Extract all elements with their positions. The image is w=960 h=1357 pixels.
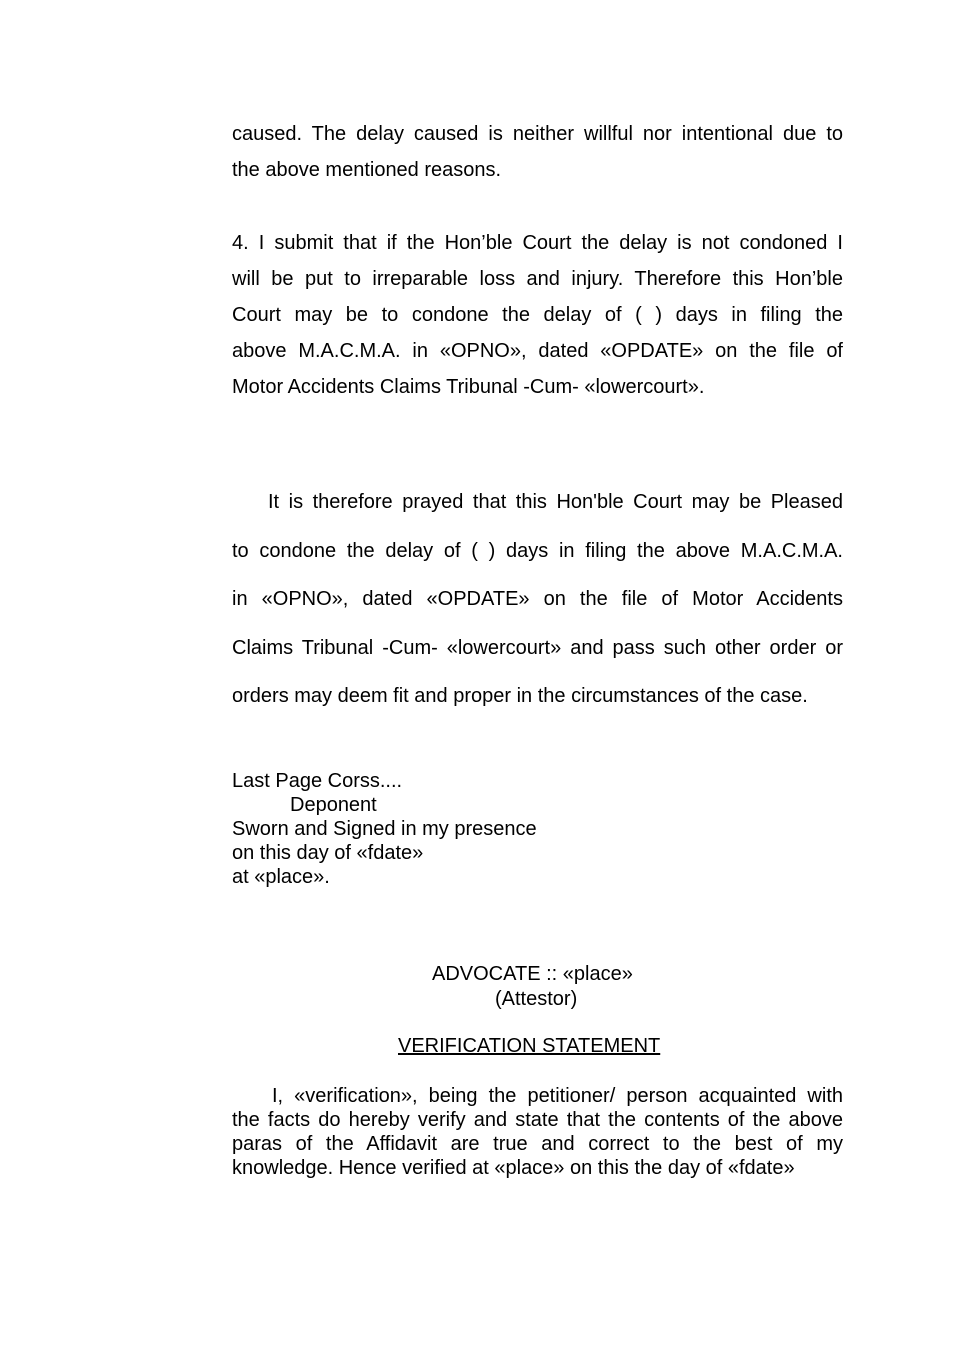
verification-paragraph (232, 1084, 843, 1180)
paragraph-line: orders may deem fit and proper in the circumstances of the case. (232, 685, 808, 707)
paragraph-line: the above mentioned reasons. (232, 159, 502, 181)
advocate-block (232, 962, 843, 1012)
paragraph-line: to condone the delay of ( ) days in filing the above M.A.C.M.A. (232, 539, 843, 562)
paragraph-4 (232, 225, 843, 405)
prayer-first-line (232, 478, 843, 527)
signature-block (232, 769, 843, 889)
place-line: at «place». (232, 866, 330, 888)
paragraph-line: caused. The delay caused is neither willful nor intentional due to (232, 123, 843, 145)
last-page-note: Last Page Corss.... (232, 770, 403, 792)
day-line: on this day of «fdate» (232, 842, 424, 864)
sworn-line: Sworn and Signed in my presence (232, 818, 537, 840)
paragraph-line: Court may be to condone the delay of ( ) days in filing the (232, 304, 843, 326)
attestor-label: (Attestor) (495, 988, 578, 1010)
paragraph-line: Motor Accidents Claims Tribunal -Cum- «lowercourt». (232, 376, 705, 398)
advocate-line: ADVOCATE :: «place» (432, 963, 633, 985)
paragraph-line: above M.A.C.M.A. in «OPNO», dated «OPDATE» on the file of (232, 340, 843, 362)
paragraph-line: Claims Tribunal -Cum- «lowercourt» and pass such other order or (232, 636, 843, 659)
paragraph-line: paras of the Affidavit are true and correct to the best of my (232, 1133, 843, 1155)
paragraph-line: 4. I submit that if the Hon’ble Court the delay is not condoned I (232, 232, 843, 254)
paragraph-line: knowledge. Hence verified at «place» on this the day of «fdate» (232, 1157, 795, 1179)
paragraph-line: It is therefore prayed that this Hon'ble Court may be Pleased (268, 491, 843, 513)
verification-first-line (232, 1084, 843, 1108)
paragraph-line: will be put to irreparable loss and injury. Therefore this Hon’ble (232, 268, 843, 290)
paragraph-line: in «OPNO», dated «OPDATE» on the file of Motor Accidents (232, 588, 843, 610)
continued-paragraph (232, 116, 843, 188)
deponent-label: Deponent (290, 794, 377, 816)
prayer-paragraph (232, 478, 843, 721)
paragraph-line: the facts do hereby verify and state that the contents of the above (232, 1109, 843, 1131)
paragraph-line: I, «verification», being the petitioner/ person acquainted with (272, 1085, 843, 1107)
verification-heading: VERIFICATION STATEMENT (398, 1035, 661, 1057)
